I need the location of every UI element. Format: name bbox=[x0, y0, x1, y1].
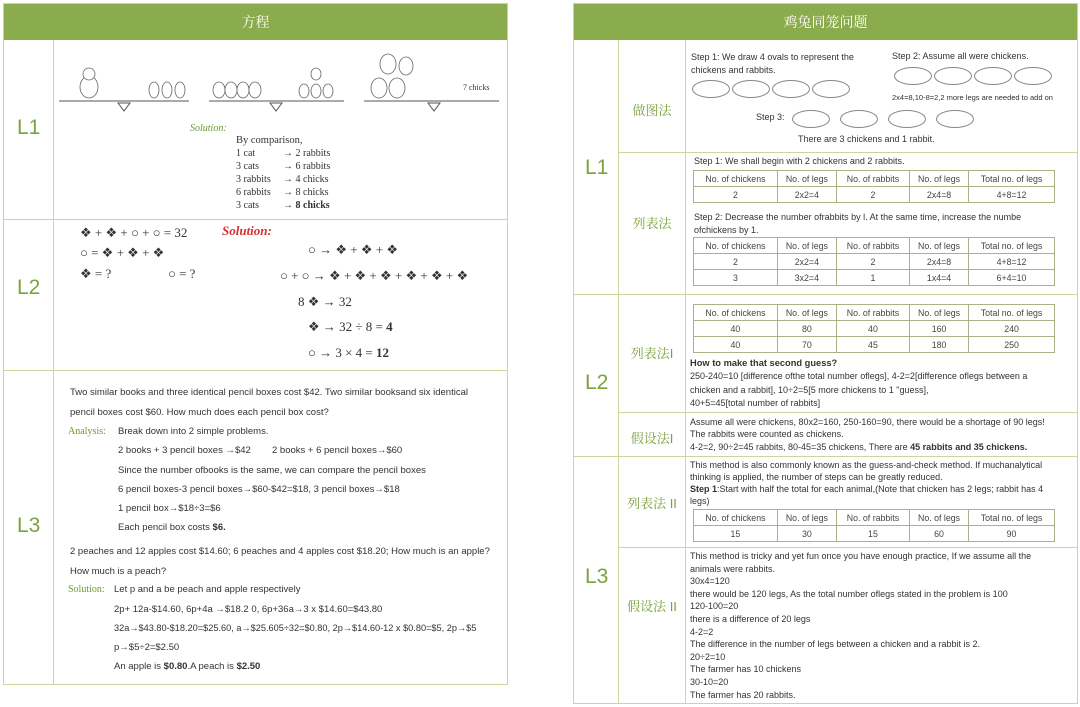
comparison-left: 3 rabbits bbox=[236, 174, 271, 185]
l2-step-4-text: ❖ → 32 ÷ 8 = bbox=[308, 319, 387, 334]
rabbit-figure bbox=[149, 82, 159, 98]
table-cell: 1 bbox=[836, 270, 909, 286]
comparison-right: → 6 rabbits bbox=[283, 161, 331, 172]
comparison-row bbox=[236, 147, 330, 160]
table-row bbox=[694, 321, 1055, 337]
assume-i-answer: 45 rabbits and 35 chickens. bbox=[910, 442, 1028, 452]
row-divider bbox=[618, 547, 1077, 548]
drawing-oval bbox=[888, 110, 926, 128]
balance-scales-illustration bbox=[54, 41, 504, 121]
assume-ii-line: 20÷2=10 bbox=[690, 651, 726, 662]
cat-figure bbox=[380, 54, 396, 74]
l2-step-5-text: ○ → 3 × 4 = bbox=[308, 345, 377, 360]
table-i-table bbox=[693, 304, 1055, 353]
apple-answer-text: An apple is bbox=[114, 661, 164, 672]
level-label-l2: L2 bbox=[17, 276, 41, 299]
table-cell: 40 bbox=[836, 321, 909, 337]
table-header-row bbox=[694, 510, 1055, 526]
second-guess-line-2: chicken and a rabbit], 10÷2=5[5 more chickens to 1 "guess], bbox=[690, 385, 929, 395]
assume-ii-block bbox=[690, 550, 1031, 701]
cat-figure bbox=[225, 82, 237, 98]
table-cell: 1x4=4 bbox=[910, 270, 969, 286]
method-assume-ii: 假设法 II bbox=[627, 599, 677, 614]
table-ii-intro-1: This method is also commonly known as the guess-and-check method. If muchanalytical bbox=[690, 460, 1043, 470]
l3-problem-1: Two similar books and three identical pencil boxes cost $42. Two similar booksand six identical pencil boxes cost $60. How much does each pencil box cost? bbox=[70, 387, 468, 418]
table-cell: 4+8=12 bbox=[969, 254, 1055, 270]
second-guess-line-1: 250-240=10 [difference ofthe total number oflegs], 4-2=2[difference oflegs between a bbox=[690, 371, 1028, 381]
comparison-row bbox=[236, 199, 330, 212]
table-row bbox=[694, 270, 1055, 286]
drawing-step-2: Step 2: Assume all were chickens. bbox=[892, 51, 1029, 61]
drawing-oval bbox=[732, 80, 770, 98]
chicken-rabbit-panel bbox=[573, 3, 1078, 704]
table-cell: 30 bbox=[777, 526, 836, 542]
header-cell: No. of chickens bbox=[694, 510, 778, 526]
table-cell: 40 bbox=[694, 321, 778, 337]
comparison-row bbox=[236, 173, 330, 186]
l2-step-1: ○ → ❖ + ❖ + ❖ bbox=[308, 242, 398, 257]
table-cell: 2x4=8 bbox=[910, 254, 969, 270]
drawing-oval bbox=[840, 110, 878, 128]
comparison-left: 1 cat bbox=[236, 148, 256, 159]
table-cell: 40 bbox=[694, 337, 778, 353]
header-cell: Total no. of legs bbox=[969, 510, 1055, 526]
row-divider bbox=[618, 412, 1077, 413]
drawing-result: There are 3 chickens and 1 rabbit. bbox=[798, 134, 935, 144]
table-cell: 90 bbox=[969, 526, 1055, 542]
table-cell: 180 bbox=[910, 337, 969, 353]
drawing-oval bbox=[1014, 67, 1052, 85]
balance-pivot bbox=[118, 103, 130, 111]
table-cell: 2 bbox=[694, 187, 778, 203]
table-header-row bbox=[694, 171, 1055, 187]
drawing-oval bbox=[934, 67, 972, 85]
solution-line-1: Let p and a be peach and apple respectively bbox=[114, 584, 301, 595]
drawing-oval bbox=[894, 67, 932, 85]
comparison-right: → 8 chicks bbox=[283, 187, 329, 198]
row-divider bbox=[4, 370, 507, 371]
method-assume-i: 假设法I bbox=[630, 431, 674, 446]
level-label-l3: L3 bbox=[17, 514, 41, 537]
balance-pivot bbox=[270, 103, 282, 111]
table-ii-step-1-cont: legs) bbox=[690, 496, 710, 506]
table-step-1-table bbox=[693, 170, 1055, 203]
table-ii-step-text: :Start with half the total for each animal,(Note that chicken has 2 legs; rabbit has 4 bbox=[717, 484, 1044, 494]
table-cell: 2x2=4 bbox=[777, 254, 836, 270]
l2-step-4-answer: 4 bbox=[386, 319, 393, 334]
drawing-step-1: Step 1: We draw 4 ovals to represent the chickens and rabbits. bbox=[691, 52, 854, 75]
table-cell: 15 bbox=[836, 526, 909, 542]
method-table-ii: 列表法 II bbox=[627, 496, 677, 511]
comparison-right: → 8 chicks bbox=[283, 200, 330, 211]
analysis-line-5: 1 pencil box→$18÷3=$6 bbox=[118, 503, 221, 514]
header-cell: No. of rabbits bbox=[836, 510, 909, 526]
solution-line-2: 2p+ 12a-$14.60, 6p+4a →$18.2 0, 6p+36a→3 x $14.60=$43.80 bbox=[114, 604, 383, 615]
drawing-oval bbox=[792, 110, 830, 128]
cat-figure bbox=[249, 82, 261, 98]
table-cell: 2 bbox=[836, 187, 909, 203]
header-cell: No. of legs bbox=[910, 238, 969, 254]
drawing-step-2-note: 2x4=8,10-8=2,2 more legs are needed to add on bbox=[892, 93, 1053, 102]
cat-figure bbox=[237, 82, 249, 98]
assume-ii-line: The farmer has 10 chickens bbox=[690, 664, 802, 675]
method-table: 列表法 bbox=[632, 216, 672, 231]
rabbit-figure bbox=[162, 82, 172, 98]
chick-figure bbox=[311, 84, 321, 98]
chick-figure bbox=[323, 84, 333, 98]
l1-solution-label: Solution: bbox=[190, 123, 227, 134]
table-cell: 2x4=8 bbox=[910, 187, 969, 203]
header-cell: Total no. of legs bbox=[969, 171, 1055, 187]
table-row bbox=[694, 254, 1055, 270]
assume-ii-line: The farmer has 20 rabbits. bbox=[690, 689, 796, 700]
table-header-row bbox=[694, 305, 1055, 321]
l3-problem-2: 2 peaches and 12 apples cost $14.60; 6 peaches and 4 apples cost $18.20; How much is an apple?How much is a peach? bbox=[70, 546, 490, 577]
l2-step-4 bbox=[308, 319, 393, 335]
drawing-oval bbox=[812, 80, 850, 98]
table-cell: 240 bbox=[969, 321, 1055, 337]
comparison-list bbox=[236, 147, 330, 212]
table-step-2: Step 2: Decrease the number ofrabbits by l. At the same time, increase the numbe ofchickens by 1. bbox=[694, 212, 1022, 235]
equation-panel-title: 方程 bbox=[4, 4, 507, 40]
assume-ii-line: animals were rabbits. bbox=[690, 563, 776, 574]
table-cell: 60 bbox=[910, 526, 969, 542]
table-cell: 70 bbox=[777, 337, 836, 353]
analysis-line-6-answer: $6. bbox=[212, 522, 226, 533]
equation-panel bbox=[3, 3, 508, 685]
peach-answer-text: .A peach is bbox=[187, 661, 237, 672]
assume-ii-line: 120-100=20 bbox=[690, 601, 739, 612]
solution-line-3: 32a→$43.80-$18.20=$25.60, a→$25.605÷32=$0.80, 2p→$14.60-12 x $0.80=$5, 2p→$5 bbox=[114, 623, 477, 633]
level-label-l2: L2 bbox=[585, 371, 609, 394]
table-ii-step-label: Step 1 bbox=[690, 484, 718, 494]
solution-line-4: p→$5÷2=$2.50 bbox=[114, 642, 180, 653]
header-cell: No. of rabbits bbox=[836, 171, 909, 187]
method-column-divider bbox=[685, 40, 686, 703]
row-divider bbox=[4, 219, 507, 220]
rabbit-figure bbox=[175, 82, 185, 98]
header-cell: No. of legs bbox=[910, 171, 969, 187]
analysis-label: Analysis: bbox=[68, 426, 106, 437]
comparison-left: 6 rabbits bbox=[236, 187, 271, 198]
assume-ii-line: The difference in the number of legs between a chicken and a rabbit is 2. bbox=[690, 639, 981, 650]
header-cell: No. of chickens bbox=[694, 305, 778, 321]
table-row bbox=[694, 337, 1055, 353]
drawing-step-3: Step 3: bbox=[756, 112, 785, 122]
table-cell: 15 bbox=[694, 526, 778, 542]
table-cell: 3x2=4 bbox=[777, 270, 836, 286]
method-drawing: 做图法 bbox=[632, 103, 672, 118]
l2-step-3: 8 ❖ → 32 bbox=[298, 294, 352, 309]
row-divider bbox=[574, 294, 1077, 295]
second-guess-line-3: 40+5=45[total number of rabbits] bbox=[690, 398, 821, 408]
table-step-1: Step 1: We shall begin with 2 chickens and 2 rabbits. bbox=[694, 156, 905, 166]
header-cell: No. of rabbits bbox=[836, 238, 909, 254]
cat-figure bbox=[213, 82, 225, 98]
table-ii-table bbox=[693, 509, 1055, 542]
drawing-oval bbox=[974, 67, 1012, 85]
l3-solution-label: Solution: bbox=[68, 584, 105, 595]
table-cell: 4+8=12 bbox=[969, 187, 1055, 203]
table-cell: 250 bbox=[969, 337, 1055, 353]
header-cell: No. of legs bbox=[777, 510, 836, 526]
header-cell: Total no. of legs bbox=[969, 238, 1055, 254]
comparison-row bbox=[236, 186, 330, 199]
l2-equation-2: ○ = ❖ + ❖ + ❖ bbox=[80, 245, 165, 260]
header-cell: No. of legs bbox=[777, 305, 836, 321]
row-divider bbox=[574, 456, 1077, 457]
balance-pivot bbox=[428, 103, 440, 111]
header-cell: No. of chickens bbox=[694, 238, 778, 254]
level-label-l1: L1 bbox=[585, 156, 609, 179]
solution-line-5 bbox=[114, 661, 260, 672]
analysis-line-4: 6 pencil boxes-3 pencil boxes→$60-$42=$18, 3 pencil boxes→$18 bbox=[118, 484, 400, 495]
comparison-left: 3 cats bbox=[236, 161, 260, 172]
header-cell: No. of legs bbox=[777, 171, 836, 187]
table-cell: 160 bbox=[910, 321, 969, 337]
l2-step-2: ○ + ○ → ❖ + ❖ + ❖ + ❖ + ❖ + ❖ bbox=[280, 268, 469, 283]
table-cell: 80 bbox=[777, 321, 836, 337]
drawing-oval bbox=[772, 80, 810, 98]
l2-equation-1: ❖ + ❖ + ○ + ○ = 32 bbox=[80, 225, 188, 240]
table-header-row bbox=[694, 238, 1055, 254]
assume-ii-line: there would be 120 legs, As the total number oflegs stated in the problem is 100 bbox=[690, 588, 1008, 599]
drawing-oval bbox=[692, 80, 730, 98]
analysis-line-1: Break down into 2 simple problems. bbox=[118, 426, 269, 437]
header-cell: No. of rabbits bbox=[836, 305, 909, 321]
second-guess-question: How to make that second guess? bbox=[690, 358, 838, 368]
l2-step-5 bbox=[308, 345, 389, 361]
analysis-line-3: Since the number ofbooks is the same, we can compare the pencil boxes bbox=[118, 465, 426, 476]
assume-ii-line: there is a difference of 20 legs bbox=[690, 613, 811, 624]
assume-ii-line: 30x4=120 bbox=[690, 576, 730, 587]
analysis-line-6-text: Each pencil box costs bbox=[118, 522, 213, 533]
drawing-oval bbox=[936, 110, 974, 128]
l2-solution-label: Solution: bbox=[222, 223, 272, 238]
l2-question-1: ❖ = ? bbox=[80, 266, 112, 281]
cat-figure bbox=[399, 57, 413, 75]
analysis-line-2a: 2 books + 3 pencil boxes →$42 bbox=[118, 445, 251, 456]
table-cell: 2 bbox=[694, 254, 778, 270]
chick-figure bbox=[299, 84, 309, 98]
analysis-line-2b: 2 books + 6 pencil boxes→$60 bbox=[272, 445, 403, 456]
comparison-right: → 4 chicks bbox=[283, 174, 329, 185]
table-row bbox=[694, 187, 1055, 203]
table-row bbox=[694, 526, 1055, 542]
l2-step-5-answer: 12 bbox=[376, 345, 390, 360]
assume-ii-line: 30-10=20 bbox=[690, 676, 729, 687]
table-cell: 2x2=4 bbox=[777, 187, 836, 203]
assume-ii-line: This method is tricky and yet fun once you have enough practice, If we assume all the bbox=[690, 551, 1032, 561]
header-cell: No. of legs bbox=[910, 510, 969, 526]
row-divider bbox=[618, 152, 1077, 153]
table-cell: 45 bbox=[836, 337, 909, 353]
assume-i-line-2: The rabbits were counted as chickens. bbox=[690, 429, 844, 439]
assume-i-line-3 bbox=[690, 442, 1027, 452]
peach-answer: $2.50 bbox=[236, 661, 261, 672]
table-cell: 2 bbox=[836, 254, 909, 270]
chicken-rabbit-panel-title: 鸡兔同笼问题 bbox=[574, 4, 1077, 40]
level-label-l1: L1 bbox=[17, 116, 41, 139]
apple-answer: $0.80 bbox=[163, 661, 188, 672]
comparison-right: → 2 rabbits bbox=[283, 148, 331, 159]
chicks-label: 7 chicks bbox=[463, 83, 490, 92]
cat-figure bbox=[389, 78, 405, 98]
assume-ii-line: 4-2=2 bbox=[690, 626, 714, 637]
header-cell: No. of legs bbox=[910, 305, 969, 321]
assume-i-line-3-text: 4-2=2, 90÷2=45 rabbits, 80-45=35 chickens, There are bbox=[690, 442, 911, 452]
l2-question-2: ○ = ? bbox=[168, 266, 196, 281]
table-cell: 3 bbox=[694, 270, 778, 286]
table-cell: 6+4=10 bbox=[969, 270, 1055, 286]
header-cell: Total no. of legs bbox=[969, 305, 1055, 321]
header-cell: No. of legs bbox=[777, 238, 836, 254]
level-label-l3: L3 bbox=[585, 565, 609, 588]
chick-figure bbox=[311, 68, 321, 80]
table-step-2-table bbox=[693, 237, 1055, 286]
comparison-row bbox=[236, 160, 330, 173]
cat-figure bbox=[371, 78, 387, 98]
table-ii-step-1 bbox=[690, 484, 1043, 494]
cat-figure bbox=[83, 68, 95, 80]
table-ii-intro-2: thinking is applied, the number of steps can be greatly reduced. bbox=[690, 472, 943, 482]
comparison-title: By comparison, bbox=[236, 135, 303, 146]
method-table-i: 列表法I bbox=[630, 346, 674, 361]
header-cell: No. of chickens bbox=[694, 171, 778, 187]
assume-i-line-1: Assume all were chickens, 80x2=160, 250-160=90, there would be a shortage of 90 legs! bbox=[690, 417, 1045, 427]
comparison-left: 3 cats bbox=[236, 200, 260, 211]
level-column-divider bbox=[53, 40, 54, 684]
analysis-line-6 bbox=[118, 522, 226, 533]
